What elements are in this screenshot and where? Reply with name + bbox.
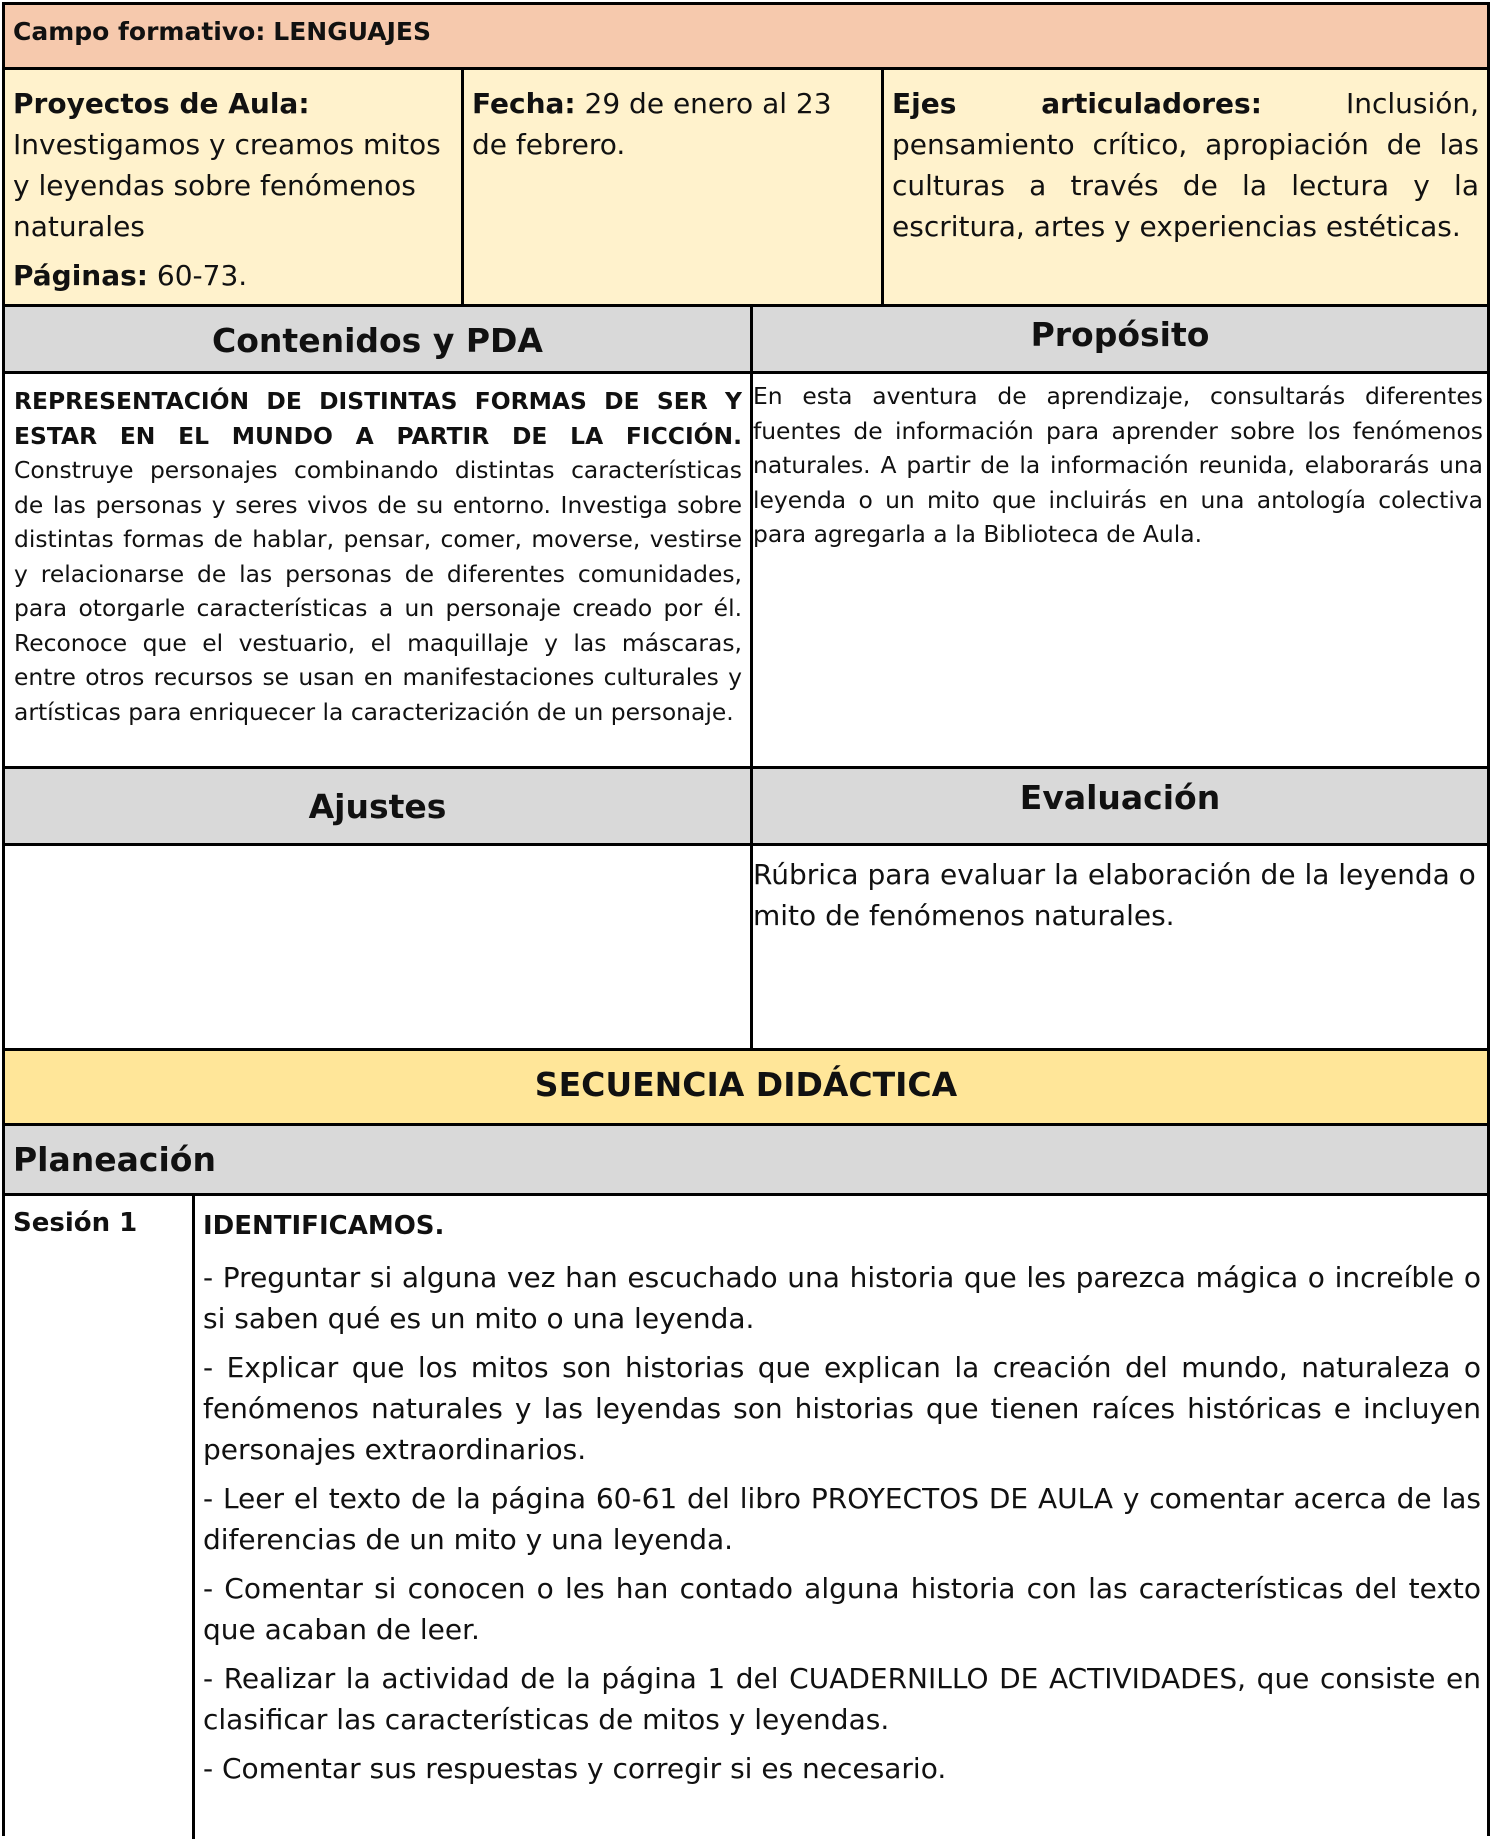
evaluation-text: Rúbrica para evaluar la elaboración de la leyenda o mito de fenómenos naturales. <box>753 858 1476 932</box>
session-activity: - Explicar que los mitos son historias que explican la creación del mundo, naturaleza o fenómenos naturales y las leyendas son historias que tienen raíces históricas e incluyen personajes extraordinarios. <box>203 1351 1481 1466</box>
contents-bold-text: REPRESENTACIÓN DE DISTINTAS FORMAS DE SER Y ESTAR EN EL MUNDO A PARTIR DE LA FICCIÓN. <box>14 387 742 450</box>
date-value: 29 de enero al 23 de febrero. <box>472 87 832 161</box>
contents-header: Contenidos y PDA <box>5 304 750 371</box>
planning-table <box>2 2 1490 1836</box>
session-activity: - Realizar la actividad de la página 1 del CUADERNILLO DE ACTIVIDADES, que consiste en clasificar las características de mitos y leyendas. <box>203 1662 1481 1736</box>
date-label: Fecha: <box>472 87 576 120</box>
evaluation-header: Evaluación <box>750 766 1487 843</box>
campo-formativo-label: Campo formativo: <box>13 17 266 46</box>
adjustments-cell <box>5 843 750 1048</box>
project-cell <box>5 67 461 306</box>
session-activity: - Preguntar si alguna vez han escuchado una historia que les parezca mágica o increíble o si saben qué es un mito o una leyenda. <box>203 1261 1481 1335</box>
date-cell <box>461 67 881 306</box>
project-label: Proyectos de Aula: <box>13 87 310 120</box>
sequence-title: SECUENCIA DIDÁCTICA <box>5 1048 1487 1123</box>
axes-label: Ejes articuladores: <box>892 87 1262 120</box>
contents-text: Construye personajes combinando distintas características de las personas y seres vivos de su entorno. Investiga sobre distintas formas de hablar, pensar, comer, moverse, vestirse y relacionarse de las personas de diferentes comunidades, para otorgarle características a un personaje creado por él. Reconoce que el vestuario, el maquillaje y las máscaras, entre otros recursos se usan en manifestaciones culturales y artísticas para enriquecer la caracterización de un personaje. <box>14 456 742 726</box>
pages-value: 60-73. <box>156 259 248 292</box>
campo-formativo-value: LENGUAJES <box>273 17 432 46</box>
session-activity: - Leer el texto de la página 60-61 del libro PROYECTOS DE AULA y comentar acerca de las diferencias de un mito y una leyenda. <box>203 1482 1481 1556</box>
session-activity: - Comentar sus respuestas y corregir si es necesario. <box>203 1752 947 1785</box>
session-title: IDENTIFICAMOS. <box>203 1211 445 1241</box>
campo-formativo-row <box>5 5 1487 67</box>
planning-label: Planeación <box>5 1123 1487 1193</box>
axes-value: Inclusión, pensamiento crítico, apropiación de las culturas a través de la lectura y la escritura, artes y experiencias estéticas. <box>892 87 1480 243</box>
contents-cell <box>5 371 750 766</box>
evaluation-cell <box>750 843 1487 1048</box>
pages-line <box>13 255 453 296</box>
purpose-cell <box>750 371 1487 766</box>
adjustments-header: Ajustes <box>5 766 750 843</box>
purpose-text: En esta aventura de aprendizaje, consultarás diferentes fuentes de información para aprender sobre los fenómenos naturales. A partir de la información reunida, elaborarás una leyenda o un mito que incluirás en una antología colectiva para agregarla a la Biblioteca de Aula. <box>753 382 1483 548</box>
axes-cell <box>881 67 1487 306</box>
pages-label: Páginas: <box>13 259 148 292</box>
project-value: Investigamos y creamos mitos y leyendas sobre fenómenos naturales <box>13 128 441 243</box>
session-label: Sesión 1 <box>5 1193 192 1839</box>
session-activity: - Comentar si conocen o les han contado alguna historia con las características del texto que acaban de leer. <box>203 1572 1481 1646</box>
session-body <box>192 1193 1487 1839</box>
purpose-header: Propósito <box>750 304 1487 371</box>
